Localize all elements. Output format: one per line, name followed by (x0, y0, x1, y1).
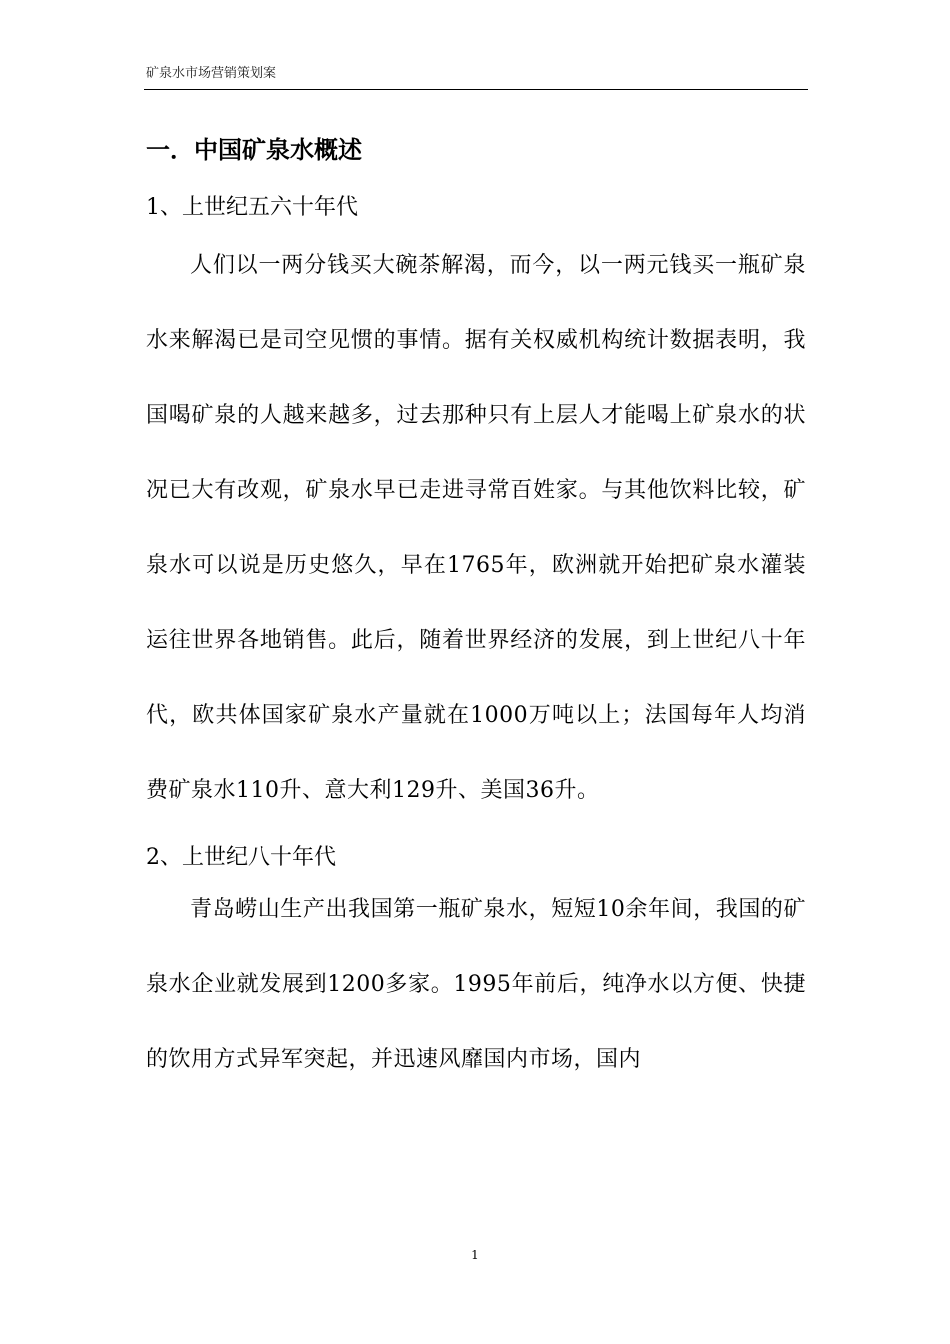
page-content (146, 130, 806, 1097)
paragraph: 青岛崂山生产出我国第一瓶矿泉水，短短10余年间，我国的矿泉水企业就发展到1200多家。1995年前后，纯净水以方便、快捷的饮用方式异军突起，并迅速风靡国内市场，国内 (146, 897, 806, 1072)
page-number: 1 (471, 1248, 479, 1262)
paragraph: 人们以一两分钱买大碗茶解渴，而今，以一两元钱买一瓶矿泉水来解渴已是司空见惯的事情。据有关权威机构统计数据表明，我国喝矿泉的人越来越多，过去那种只有上层人才能喝上矿泉水的状况已大有改观，矿泉水早已走进寻常百姓家。与其他饮料比较，矿泉水可以说是历史悠久，早在1765年，欧洲就开始把矿泉水灌装运往世界各地销售。此后，随着世界经济的发展，到上世纪八十年代，欧共体国家矿泉水产量就在1000万吨以上；法国每年人均消费矿泉水110升、意大利129升、美国36升。 (146, 253, 806, 803)
subsection-title: 1、上世纪五六十年代 (146, 195, 358, 220)
header-rule (144, 89, 808, 90)
section-title: 一．中国矿泉水概述 (146, 135, 362, 164)
subsection-title: 2、上世纪八十年代 (146, 845, 336, 870)
running-header: 矿泉水市场营销策划案 (146, 66, 277, 81)
